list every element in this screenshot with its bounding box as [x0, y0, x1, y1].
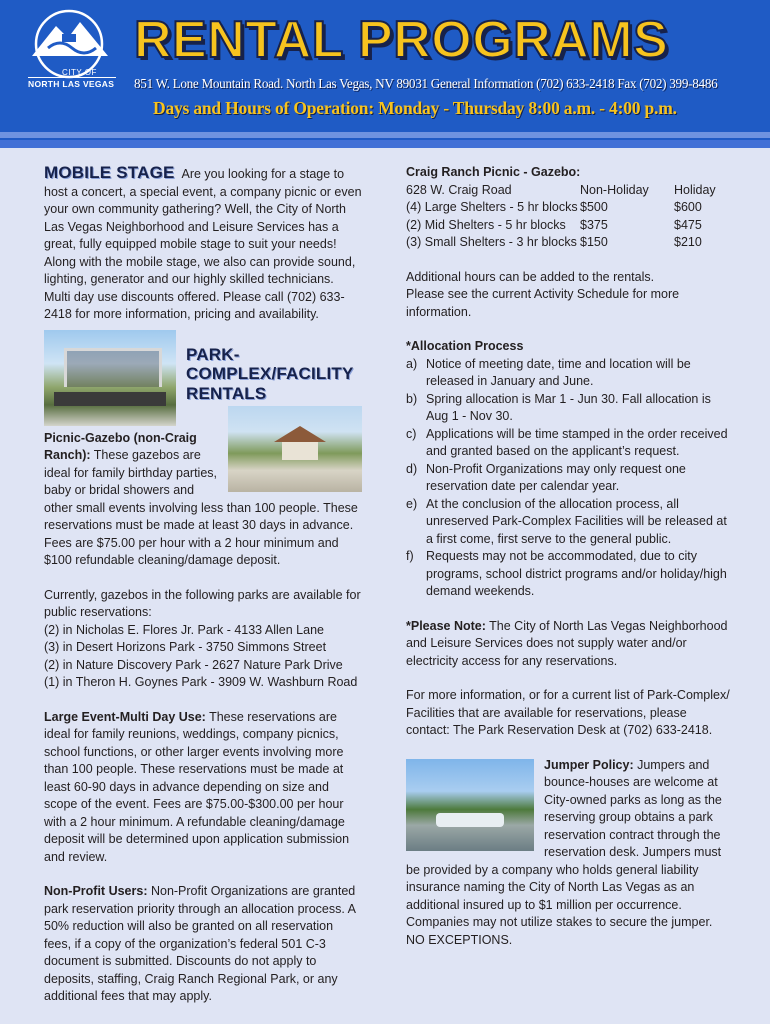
nonholiday-price: $375 — [580, 217, 608, 232]
header-banner — [0, 0, 770, 148]
jumper-section — [406, 757, 730, 950]
nonprofit-label: Non-Profit Users: — [44, 884, 148, 898]
park-complex-heading: PARK-COMPLEX/FACILITY RENTALS — [186, 344, 354, 403]
holiday-price: $600 — [674, 200, 702, 214]
header-divider — [0, 132, 770, 138]
list-item — [406, 426, 730, 461]
spacer — [406, 740, 730, 757]
activity-schedule-note: Please see the current Activity Schedule for more information. — [406, 287, 680, 319]
shelter-label: (3) Small Shelters - 3 hr blocks — [406, 235, 577, 249]
additional-hours-note: Additional hours can be added to the rentals. — [406, 269, 655, 284]
large-event-text: These reservations are ideal for family reunions, weddings, company picnics, school functions, or other larger events involving more than 100 people. These reservations must be made at least 60-90 days in advance depending on size and scope of the event. Fees are $75.00-$300.00 per hour with a 2 hour minimum. A refundable cleaning/damage deposit will be determined upon application submission and review. — [44, 709, 350, 864]
left-column — [44, 164, 362, 1006]
park-list-item: (2) in Nicholas E. Flores Jr. Park - 4133 Allen Lane — [44, 622, 324, 637]
right-column — [406, 164, 730, 949]
list-marker: d) — [406, 461, 418, 476]
craig-ranch-heading: Craig Ranch Picnic - Gazebo: — [406, 165, 581, 179]
park-list-item: (2) in Nature Discovery Park - 2627 Nature Park Drive — [44, 657, 343, 672]
holiday-price: $210 — [674, 235, 702, 249]
list-item-text: Requests may not be accommodated, due to city programs, school district programs and/or holiday/high demand weekends. — [426, 549, 727, 598]
list-item — [406, 496, 730, 549]
column-header-holiday: Holiday — [674, 182, 716, 197]
large-event-section — [44, 709, 362, 867]
list-item-text: Applications will be time stamped in the order received and granted based on the applicant’s request. — [426, 426, 728, 458]
table-row — [406, 217, 716, 235]
list-item-text: At the conclusion of the allocation process, all unreserved Park-Complex Facilities will be released at a first come, first serve to the general public. — [426, 496, 727, 546]
list-item-text: Spring allocation is Mar 1 - Jun 30. Fall allocation is Aug 1 - Nov 30. — [426, 391, 711, 423]
list-item-text: Notice of meeting date, time and location will be released in January and June. — [426, 356, 691, 388]
large-event-label: Large Event-Multi Day Use: — [44, 709, 206, 724]
logo-city-text: CITY OF — [62, 68, 97, 77]
spacer — [406, 670, 730, 687]
spacer — [406, 321, 730, 338]
nonholiday-price: $150 — [580, 235, 608, 249]
table-row — [406, 199, 716, 217]
gazebo-section — [44, 404, 362, 570]
craig-ranch-rate-table — [406, 182, 716, 252]
list-item-text: Non-Profit Organizations may only request one reservation date per calendar year. — [426, 461, 686, 493]
spacer — [44, 570, 362, 587]
gazebo-text: These gazebos are ideal for family birthday parties, baby or bridal showers and other small events involving less than 100 people. These reservations must be made at least 30 days in advance. Fees are $75.00 per hour with a 2 hour minimum and $100 refundable cleaning/damage deposit. — [44, 448, 358, 567]
spacer — [44, 692, 362, 709]
list-item — [406, 356, 730, 391]
please-note-section — [406, 618, 730, 671]
header-divider-lower — [0, 140, 770, 148]
gazebo-photo — [228, 406, 362, 492]
jumper-policy-text: Jumpers and bounce-houses are welcome at City-owned parks as long as the reserving group obtains a park reservation contract through the reservation desk. Jumpers must be provided by a company who holds general liability insurance naming the City of North Las Vegas as an additional insured up to $1 million per occurrence. Companies may not utilize stakes to secure the jumper. NO EXCEPTIONS. — [406, 757, 722, 947]
mobile-stage-photo — [44, 330, 176, 426]
table-row — [406, 182, 716, 200]
list-marker: f) — [406, 549, 414, 563]
allocation-heading: *Allocation Process — [406, 339, 524, 353]
mobile-stage-heading: MOBILE STAGE — [44, 163, 175, 182]
mobile-stage-text: Are you looking for a stage to host a concert, a special event, a company picnic or even your own community gathering? Well, the City of North Las Vegas Neighborhood and Leisure Services has a great, fully equipped mobile stage to suit your needs! Along with the mobile stage, we also can provide sound, lighting, generator and our highly skilled technicians. Multi day use discounts offered. Please call (702) 633-2418 for more information, pricing and availability. — [44, 167, 362, 321]
spacer — [44, 866, 362, 883]
jumper-policy-label: Jumper Policy: — [544, 757, 634, 772]
please-note-text: The City of North Las Vegas Neighborhood and Leisure Services does not supply water and/or electricity access for any reservations. — [406, 618, 728, 668]
list-item — [406, 391, 730, 426]
shelter-label: (4) Large Shelters - 5 hr blocks — [406, 200, 578, 214]
park-list-item: (1) in Theron H. Goynes Park - 3909 W. Washburn Road — [44, 675, 358, 689]
nonprofit-text: Non-Profit Organizations are granted park reservation priority through an allocation process. A 50% reduction will also be granted on all reservation fees, if a copy of the organization’s federal 501 C-3 document is submitted. Discounts do not apply to deposits, staffing, Craig Ranch Regional Park, or any additional fees that may apply. — [44, 884, 356, 1003]
more-info-text: For more information, or for a current list of Park-Complex/ Facilities that are available for reservations, please contact: The Park Reservation Desk at (702) 633-2418. — [406, 688, 730, 737]
hours-of-operation: Days and Hours of Operation: Monday - Thursday 8:00 a.m. - 4:00 p.m. — [153, 98, 677, 118]
spacer — [406, 252, 730, 269]
park-list-item: (3) in Desert Horizons Park - 3750 Simmons Street — [44, 640, 327, 654]
nonholiday-price: $500 — [580, 200, 608, 214]
please-note-label: *Please Note: — [406, 618, 486, 633]
contact-address-line: 851 W. Lone Mountain Road. North Las Vegas, NV 89031 General Information (702) 633-2418 Fax (702) 399-8486 — [134, 76, 718, 91]
holiday-price: $475 — [674, 217, 702, 232]
list-item — [406, 548, 730, 601]
logo-name-text: NORTH LAS VEGAS — [28, 79, 115, 89]
page-title: RENTAL PROGRAMS — [134, 11, 669, 69]
gazebo-label: Picnic-Gazebo (non-Craig Ranch): — [44, 430, 197, 462]
shelter-label: (2) Mid Shelters - 5 hr blocks — [406, 217, 566, 232]
nonprofit-section — [44, 883, 362, 1006]
allocation-list — [406, 356, 730, 601]
list-item — [406, 461, 730, 496]
list-marker: b) — [406, 391, 418, 406]
column-header-nonholiday: Non-Holiday — [580, 182, 649, 197]
list-marker: a) — [406, 356, 418, 371]
spacer — [406, 601, 730, 618]
waterfall-park-photo — [406, 759, 534, 851]
currently-intro: Currently, gazebos in the following parks are available for public reservations: — [44, 587, 361, 619]
craig-ranch-address: 628 W. Craig Road — [406, 182, 512, 197]
mobile-stage-section — [44, 164, 362, 324]
table-row — [406, 234, 716, 252]
list-marker: c) — [406, 426, 417, 441]
list-marker: e) — [406, 496, 418, 511]
